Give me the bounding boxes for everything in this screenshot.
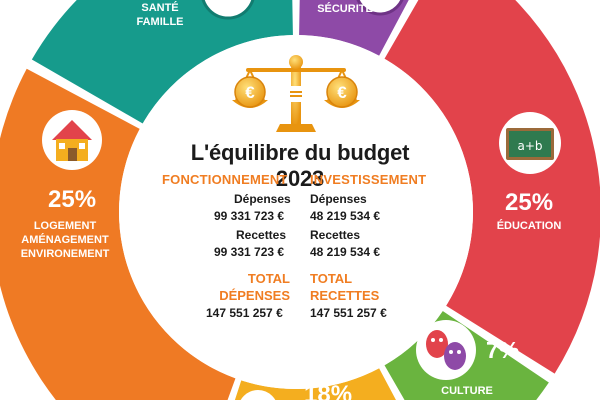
label-securite [310, 3, 380, 17]
euro-coin-icon [327, 77, 357, 107]
total-recettes-line2: RECETTES [310, 287, 379, 304]
total-recettes-heading [310, 270, 379, 304]
total-depenses-line1: TOTAL [218, 270, 290, 287]
label-logement-line2: AMÉNAGEMENT [4, 234, 126, 248]
label-logement-line1: LOGEMENT [4, 220, 126, 234]
fonct-recettes-label: Recettes [236, 228, 286, 242]
label-education-line1: ÉDUCATION [484, 220, 574, 234]
pct-logement: 25% [48, 186, 96, 214]
fonctionnement-heading: FONCTIONNEMENT [162, 172, 288, 187]
fonct-depenses-label: Dépenses [234, 192, 291, 206]
invest-depenses-label: Dépenses [310, 192, 367, 206]
euro-coin-icon [235, 77, 265, 107]
house-icon [42, 110, 102, 170]
chalkboard-icon [499, 112, 561, 174]
svg-text:€: € [245, 83, 255, 102]
label-sante-line1: SANTÉ [120, 2, 200, 16]
total-depenses-value: 147 551 257 € [206, 306, 283, 320]
label-culture-line1: CULTURE [432, 385, 502, 399]
fonct-depenses-value: 99 331 723 € [214, 209, 284, 223]
investissement-heading: INVESTISSEMENT [310, 172, 426, 187]
pct-culture: 7% [486, 337, 519, 364]
invest-recettes-label: Recettes [310, 228, 360, 242]
total-recettes-value: 147 551 257 € [310, 306, 387, 320]
svg-text:a+b: a+b [517, 139, 542, 153]
label-sante-line2: FAMILLE [120, 16, 200, 30]
theater-masks-icon [416, 320, 476, 380]
total-depenses-heading [218, 270, 290, 304]
budget-title: L'équilibre du budget 2023 [165, 140, 435, 192]
label-culture [432, 385, 502, 399]
total-recettes-line1: TOTAL [310, 270, 379, 287]
pct-education: 25% [505, 189, 553, 217]
svg-text:€: € [337, 83, 347, 102]
invest-depenses-value: 48 219 534 € [310, 209, 380, 223]
total-depenses-line2: DÉPENSES [218, 287, 290, 304]
label-sante [120, 2, 200, 30]
label-education [484, 220, 574, 234]
fonct-recettes-value: 99 331 723 € [214, 245, 284, 259]
label-logement-line3: ENVIRONEMENT [4, 248, 126, 262]
invest-recettes-value: 48 219 534 € [310, 245, 380, 259]
pct-sport: 18% [304, 381, 352, 409]
label-logement [4, 220, 126, 261]
label-securite-line1: SÉCURITÉ [310, 3, 380, 17]
